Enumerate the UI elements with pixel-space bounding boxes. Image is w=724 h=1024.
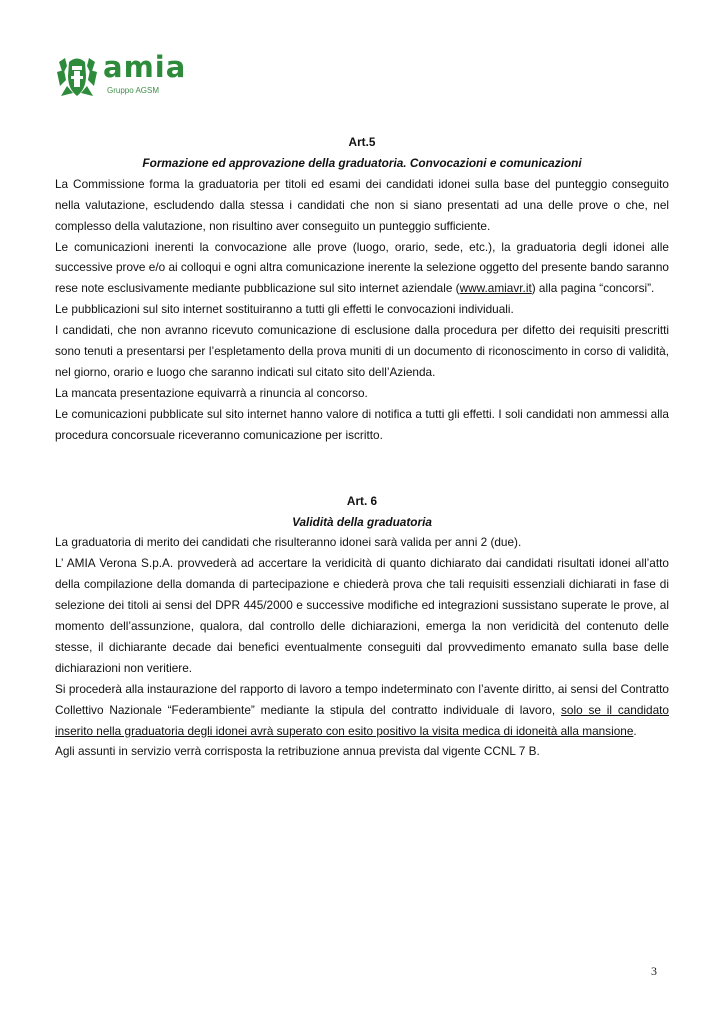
art5-p2-text: Le comunicazioni inerenti la convocazione alle prove (luogo, orario, sede, etc.), la graduatoria degli idonei alle successive prove e/o ai colloqui e ogni altra comunicazione inerente la selezione oggetto del presente bando saranno rese note esclusivamente mediante pubblicazione sul sito internet aziendale (: [55, 239, 669, 296]
art5-p2-text-end: ) alla pagina “concorsi”.: [531, 281, 655, 296]
art5-title: Art.5: [348, 135, 376, 149]
amia-emblem-icon: [55, 56, 99, 98]
art6-subtitle: Validità della graduatoria: [292, 514, 432, 529]
art5-paragraph: Le pubblicazioni sul sito internet sostituiranno a tutti gli effetti le convocazioni individuali.: [55, 302, 514, 317]
art5-paragraph: I candidati, che non avranno ricevuto comunicazione di esclusione dalla procedura per difetto dei requisiti prescritti sono tenuti a presentarsi per l’espletamento della prova muniti di un documento di riconoscimento in corso di validità, nel giorno, orario e luogo che saranno indicati sul citato sito dell’Azienda.: [55, 323, 669, 379]
art6-paragraph: L’ AMIA Verona S.p.A. provvederà ad accertare la veridicità di quanto dichiarato dai candidati risultati idonei all’atto della compilazione della domanda di partecipazione e chiederà prova che tali requisiti essenziali dichiarati in fase di selezione dei titoli ai sensi del DPR 445/2000 e successive modifiche ed integrazioni sussistano superate le prove, al momento dell’assunzione, qualora, dal controllo delle dichiarazioni, emerga la non veridicità del contenuto delle stesse, il dichiarante decade dai benefici eventualmente conseguiti dal provvedimento emanato sulla base delle dichiarazioni non veritiere.: [55, 556, 669, 675]
document-body: [55, 132, 669, 762]
art6-title: Art. 6: [346, 493, 378, 508]
website-link[interactable]: www.amiavr.it: [459, 281, 532, 296]
art5-paragraph: Le comunicazioni pubblicate sul sito internet hanno valore di notifica a tutti gli effetti. I soli candidati non ammessi alla procedura concorsuale riceveranno comunicazione per iscritto.: [55, 406, 669, 442]
underlined-condition: solo se il candidato inserito nella graduatoria degli idonei avrà superato con esito positivo la visita medica di idoneità alla mansione: [55, 702, 669, 738]
art6-paragraph-hiring: [55, 679, 669, 742]
art5-paragraph: La mancata presentazione equivarrà a rinuncia al concorso.: [55, 385, 368, 400]
art6-p3-text-end: .: [633, 723, 637, 738]
art6-p3-text: Si procederà alla instaurazione del rapporto di lavoro a tempo indeterminato con l’avente diritto, ai sensi del Contratto Collettivo Nazionale “Federambiente” mediante la stipula del contratto individuale di lavoro,: [55, 681, 669, 717]
brand-tagline: Gruppo AGSM: [107, 86, 160, 95]
art5-subtitle: Formazione ed approvazione della graduatoria. Convocazioni e comunicazioni: [142, 155, 582, 170]
art6-paragraph: Agli assunti in servizio verrà corrisposta la retribuzione annua prevista dal vigente CCNL 7 B.: [55, 744, 540, 759]
art5-paragraph-communications: [55, 237, 669, 300]
art5-paragraph: La Commissione forma la graduatoria per titoli ed esami dei candidati idonei sulla base del punteggio conseguito nella valutazione, escludendo dalla stessa i candidati che non si siano presentati ad una delle prove o che, nel complesso della valutazione, non risultino aver conseguito un punteggio sufficiente.: [55, 176, 669, 233]
art6-paragraph: La graduatoria di merito dei candidati che risulteranno idonei sarà valida per anni 2 (due).: [55, 535, 522, 550]
brand-name: amia: [103, 50, 187, 84]
page-number: 3: [651, 964, 657, 978]
amia-logo: [55, 50, 225, 102]
section-spacer: [55, 446, 669, 491]
